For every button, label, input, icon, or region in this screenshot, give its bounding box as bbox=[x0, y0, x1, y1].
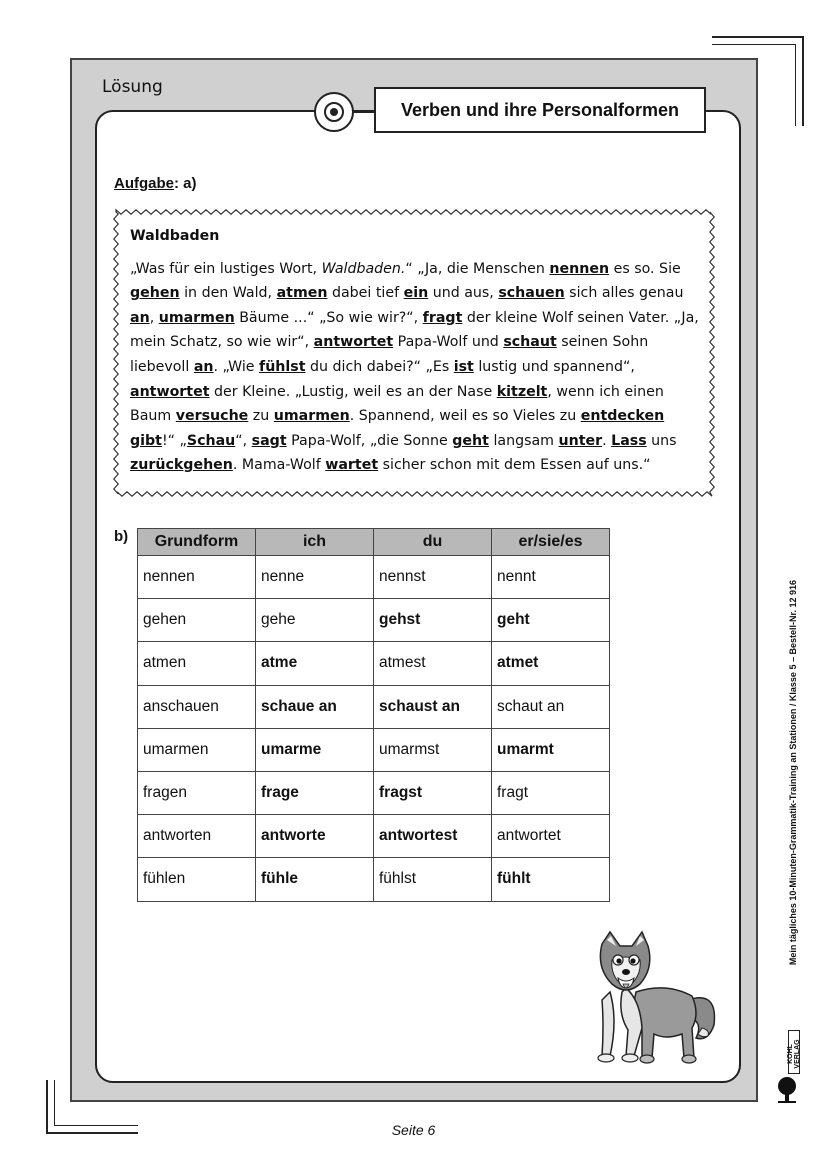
table-cell: nennt bbox=[492, 556, 610, 599]
part-b-label: b) bbox=[114, 528, 129, 545]
story-segment: , wenn ich einen Baum bbox=[130, 383, 664, 425]
corner-bracket-top-right bbox=[712, 36, 804, 38]
page-number: Seite 6 bbox=[391, 1122, 436, 1138]
story-segment: sicher schon mit dem Essen auf uns.“ bbox=[378, 457, 651, 474]
verb-highlight: unter bbox=[558, 432, 603, 449]
table-row bbox=[138, 858, 610, 901]
title-connector bbox=[354, 111, 374, 113]
table-cell: atmest bbox=[374, 642, 492, 685]
table-cell: nenne bbox=[256, 556, 374, 599]
page-title: Verben und ihre Personalformen bbox=[374, 87, 706, 133]
table-cell: umarmt bbox=[492, 728, 610, 771]
wolf-illustration bbox=[596, 930, 722, 1065]
table-row bbox=[138, 556, 610, 599]
story-segment: in den Wald, bbox=[179, 285, 277, 302]
tree-icon bbox=[774, 1076, 800, 1104]
table-row bbox=[138, 599, 610, 642]
table-cell: gehst bbox=[374, 599, 492, 642]
table-cell: antworten bbox=[138, 815, 256, 858]
table-cell: nennen bbox=[138, 556, 256, 599]
table-header-row bbox=[138, 529, 610, 556]
verb-highlight: zurückgehen bbox=[130, 457, 233, 474]
story-segment: zu bbox=[248, 408, 274, 425]
table-row bbox=[138, 728, 610, 771]
verb-highlight: gibt bbox=[130, 432, 162, 449]
verb-highlight: ist bbox=[453, 358, 474, 375]
table-row bbox=[138, 685, 610, 728]
target-icon bbox=[314, 92, 354, 132]
table-cell: antworte bbox=[256, 815, 374, 858]
story-segment: lustig und spannend“, bbox=[473, 358, 635, 375]
verb-highlight: nennen bbox=[549, 260, 610, 277]
verb-highlight: versuche bbox=[175, 408, 249, 425]
table-cell: schaust an bbox=[374, 685, 492, 728]
verb-highlight: kitzelt bbox=[496, 383, 548, 400]
verb-highlight: Lass bbox=[611, 432, 647, 449]
corner-bracket-bottom-left-inner bbox=[54, 1080, 55, 1126]
table-cell: fühlst bbox=[374, 858, 492, 901]
publisher-name: KOHL VERLAG bbox=[787, 1039, 801, 1069]
table-cell: umarme bbox=[256, 728, 374, 771]
verb-highlight: schaut bbox=[503, 334, 557, 351]
table-cell: nennst bbox=[374, 556, 492, 599]
story-segment: . bbox=[602, 432, 612, 449]
story-segment: , bbox=[149, 309, 159, 326]
table-cell: fragst bbox=[374, 771, 492, 814]
table-cell: antwortest bbox=[374, 815, 492, 858]
table-cell: schaue an bbox=[256, 685, 374, 728]
verb-table bbox=[137, 528, 610, 902]
table-cell: fühle bbox=[256, 858, 374, 901]
corner-bracket-top-right-inner bbox=[795, 44, 796, 126]
story-segment: langsam bbox=[488, 432, 559, 449]
sidebar-text: Mein tägliches 10-Minuten-Grammatik-Training an Stationen / Klasse 5 – Bestell-Nr. 12 916 bbox=[788, 580, 798, 966]
table-cell: atmet bbox=[492, 642, 610, 685]
aufgabe-label: Aufgabe bbox=[114, 175, 174, 192]
story-segment: uns bbox=[646, 432, 677, 449]
aufgabe-suffix: : a) bbox=[174, 175, 197, 192]
verb-highlight: schauen bbox=[498, 285, 565, 302]
story-text bbox=[130, 257, 700, 478]
publisher-logo bbox=[788, 1030, 800, 1074]
table-cell: atme bbox=[256, 642, 374, 685]
verb-highlight: sagt bbox=[251, 432, 287, 449]
story-segment: Papa-Wolf und bbox=[393, 334, 504, 351]
sidebar bbox=[788, 580, 800, 1020]
verb-highlight: geht bbox=[452, 432, 489, 449]
story-segment: seinen Sohn liebevoll bbox=[130, 334, 649, 375]
verb-highlight: fühlst bbox=[259, 358, 306, 375]
story-segment: „Was für ein lustiges Wort, bbox=[130, 260, 322, 277]
corner-bracket-top-right-inner bbox=[712, 44, 796, 45]
story-segment: !“ „ bbox=[161, 432, 187, 449]
story-segment: . Spannend, weil es so Vieles zu bbox=[349, 408, 581, 425]
story-segment: der Kleine. „Lustig, weil es an der Nase bbox=[209, 383, 497, 400]
table-cell: gehe bbox=[256, 599, 374, 642]
verb-highlight: antwortet bbox=[313, 334, 394, 351]
table-row bbox=[138, 815, 610, 858]
column-header: ich bbox=[256, 529, 374, 556]
table-cell: umarmst bbox=[374, 728, 492, 771]
verb-highlight: Schau bbox=[186, 432, 236, 449]
column-header: du bbox=[374, 529, 492, 556]
story-title: Waldbaden bbox=[130, 228, 220, 244]
story-segment: . „Wie bbox=[213, 358, 260, 375]
table-cell: fragen bbox=[138, 771, 256, 814]
table-cell: antwortet bbox=[492, 815, 610, 858]
table-cell: fühlen bbox=[138, 858, 256, 901]
verb-highlight: umarmen bbox=[273, 408, 350, 425]
verb-highlight: umarmen bbox=[158, 309, 235, 326]
verb-highlight: wartet bbox=[325, 457, 379, 474]
story-italic: Waldbaden. bbox=[321, 260, 406, 277]
verb-highlight: gehen bbox=[130, 285, 180, 302]
column-header: er/sie/es bbox=[492, 529, 610, 556]
verb-highlight: fragt bbox=[422, 309, 463, 326]
table-cell: fragt bbox=[492, 771, 610, 814]
loesung-label: Lösung bbox=[102, 77, 163, 97]
story-segment: Bäume ...“ „So wie wir?“, bbox=[234, 309, 423, 326]
verb-highlight: antwortet bbox=[130, 383, 210, 400]
table-cell: frage bbox=[256, 771, 374, 814]
story-segment: “, bbox=[235, 432, 252, 449]
corner-bracket-top-right bbox=[802, 36, 804, 126]
table-cell: umarmen bbox=[138, 728, 256, 771]
story-segment: “ „Ja, die Menschen bbox=[405, 260, 550, 277]
story-box bbox=[130, 224, 700, 478]
verb-highlight: ein bbox=[403, 285, 429, 302]
table-cell: gehen bbox=[138, 599, 256, 642]
table-row bbox=[138, 771, 610, 814]
table-cell: fühlt bbox=[492, 858, 610, 901]
table-cell: geht bbox=[492, 599, 610, 642]
story-segment: Papa-Wolf, „die Sonne bbox=[286, 432, 453, 449]
table-cell: schaut an bbox=[492, 685, 610, 728]
verb-highlight: atmen bbox=[276, 285, 328, 302]
story-segment: es so. Sie bbox=[609, 260, 681, 277]
aufgabe-heading bbox=[114, 175, 197, 192]
table-body bbox=[138, 556, 610, 902]
story-segment: du dich dabei?“ „Es bbox=[305, 358, 454, 375]
story-segment: und aus, bbox=[428, 285, 499, 302]
column-header: Grundform bbox=[138, 529, 256, 556]
table-cell: anschauen bbox=[138, 685, 256, 728]
table-row bbox=[138, 642, 610, 685]
story-segment: . Mama-Wolf bbox=[232, 457, 326, 474]
verb-highlight: entdecken bbox=[580, 408, 665, 425]
story-segment: der kleine Wolf seinen Vater. „Ja, mein Schatz, so wie wir“, bbox=[130, 309, 699, 351]
verb-highlight: an bbox=[193, 358, 214, 375]
verb-highlight: an bbox=[130, 309, 150, 326]
table-cell: atmen bbox=[138, 642, 256, 685]
story-segment: dabei tief bbox=[327, 285, 404, 302]
story-segment: sich alles genau bbox=[564, 285, 684, 302]
